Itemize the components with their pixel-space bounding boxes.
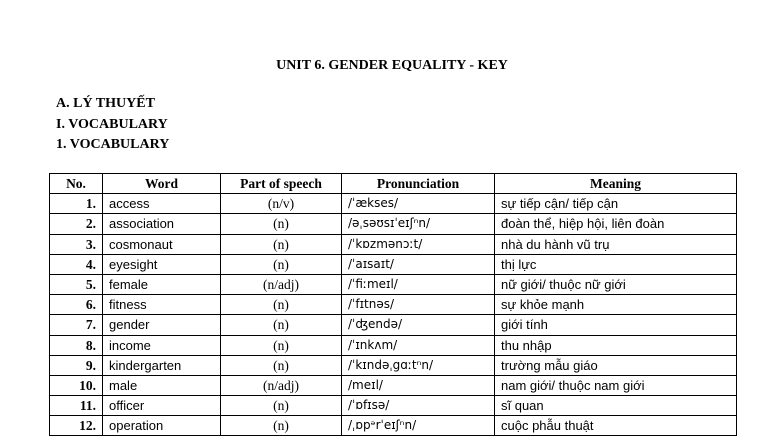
- cell-pos: (n): [221, 254, 342, 274]
- cell-meaning: đoàn thể, hiệp hội, liên đoàn: [495, 214, 737, 234]
- cell-pron: /ˈʤendə/: [342, 315, 495, 335]
- table-row: [50, 335, 737, 355]
- cell-no: 12.: [50, 416, 103, 436]
- cell-no: 3.: [50, 234, 103, 254]
- cell-pos: (n): [221, 355, 342, 375]
- cell-word: income: [103, 335, 221, 355]
- cell-pron: /ˈkɒzmənɔːt/: [342, 234, 495, 254]
- table-row: [50, 214, 737, 234]
- cell-no: 7.: [50, 315, 103, 335]
- table-row: [50, 274, 737, 294]
- section-heading-vocabulary: I. VOCABULARY: [56, 117, 168, 132]
- table-row: [50, 315, 737, 335]
- cell-word: kindergarten: [103, 355, 221, 375]
- header-pronunciation: Pronunciation: [342, 174, 495, 194]
- header-word: Word: [103, 174, 221, 194]
- cell-no: 4.: [50, 254, 103, 274]
- table-row: [50, 355, 737, 375]
- cell-pron: /ˈkɪndəˌgɑːtⁿn/: [342, 355, 495, 375]
- header-part-of-speech: Part of speech: [221, 174, 342, 194]
- cell-pron: /əˌsəʊsɪˈeɪʃⁿn/: [342, 214, 495, 234]
- cell-pron: /ˈɒfɪsə/: [342, 396, 495, 416]
- cell-no: 9.: [50, 355, 103, 375]
- cell-meaning: thu nhập: [495, 335, 737, 355]
- cell-pron: /ˈfɪtnəs/: [342, 295, 495, 315]
- cell-no: 11.: [50, 396, 103, 416]
- cell-meaning: trường mẫu giáo: [495, 355, 737, 375]
- table-row: [50, 194, 737, 214]
- cell-pos: (n): [221, 295, 342, 315]
- cell-meaning: thị lực: [495, 254, 737, 274]
- cell-pron: /ˈaɪsaɪt/: [342, 254, 495, 274]
- cell-pron: /ˈfiːmeɪl/: [342, 274, 495, 294]
- header-meaning: Meaning: [495, 174, 737, 194]
- cell-word: access: [103, 194, 221, 214]
- cell-word: cosmonaut: [103, 234, 221, 254]
- section-heading-theory: A. LÝ THUYẾT: [56, 96, 155, 111]
- cell-no: 6.: [50, 295, 103, 315]
- table-row: [50, 396, 737, 416]
- cell-meaning: cuộc phẫu thuật: [495, 416, 737, 436]
- cell-pron: /ˌɒpᵊrˈeɪʃⁿn/: [342, 416, 495, 436]
- cell-word: gender: [103, 315, 221, 335]
- table-row: [50, 375, 737, 395]
- vocabulary-table: [49, 173, 737, 436]
- cell-meaning: sự tiếp cận/ tiếp cận: [495, 194, 737, 214]
- header-no: No.: [50, 174, 103, 194]
- table-row: [50, 234, 737, 254]
- cell-word: officer: [103, 396, 221, 416]
- cell-no: 2.: [50, 214, 103, 234]
- cell-pron: /ˈækses/: [342, 194, 495, 214]
- cell-no: 1.: [50, 194, 103, 214]
- cell-pron: /ˈɪnkʌm/: [342, 335, 495, 355]
- cell-pos: (n): [221, 234, 342, 254]
- cell-meaning: sĩ quan: [495, 396, 737, 416]
- cell-word: operation: [103, 416, 221, 436]
- document-title: UNIT 6. GENDER EQUALITY - KEY: [276, 58, 508, 73]
- cell-word: female: [103, 274, 221, 294]
- table-row: [50, 254, 737, 274]
- subsection-heading-vocabulary: 1. VOCABULARY: [56, 137, 170, 152]
- cell-meaning: nữ giới/ thuộc nữ giới: [495, 274, 737, 294]
- cell-pos: (n): [221, 214, 342, 234]
- cell-meaning: nhà du hành vũ trụ: [495, 234, 737, 254]
- cell-pos: (n/adj): [221, 375, 342, 395]
- cell-pron: /meɪl/: [342, 375, 495, 395]
- cell-pos: (n): [221, 396, 342, 416]
- cell-meaning: nam giới/ thuộc nam giới: [495, 375, 737, 395]
- cell-no: 8.: [50, 335, 103, 355]
- cell-no: 5.: [50, 274, 103, 294]
- cell-pos: (n): [221, 416, 342, 436]
- cell-pos: (n): [221, 315, 342, 335]
- cell-word: fitness: [103, 295, 221, 315]
- cell-word: eyesight: [103, 254, 221, 274]
- cell-pos: (n/adj): [221, 274, 342, 294]
- cell-word: association: [103, 214, 221, 234]
- cell-pos: (n): [221, 335, 342, 355]
- table-row: [50, 295, 737, 315]
- table-row: [50, 416, 737, 436]
- cell-word: male: [103, 375, 221, 395]
- table-header-row: [50, 174, 737, 194]
- cell-pos: (n/v): [221, 194, 342, 214]
- cell-no: 10.: [50, 375, 103, 395]
- cell-meaning: sự khỏe mạnh: [495, 295, 737, 315]
- cell-meaning: giới tính: [495, 315, 737, 335]
